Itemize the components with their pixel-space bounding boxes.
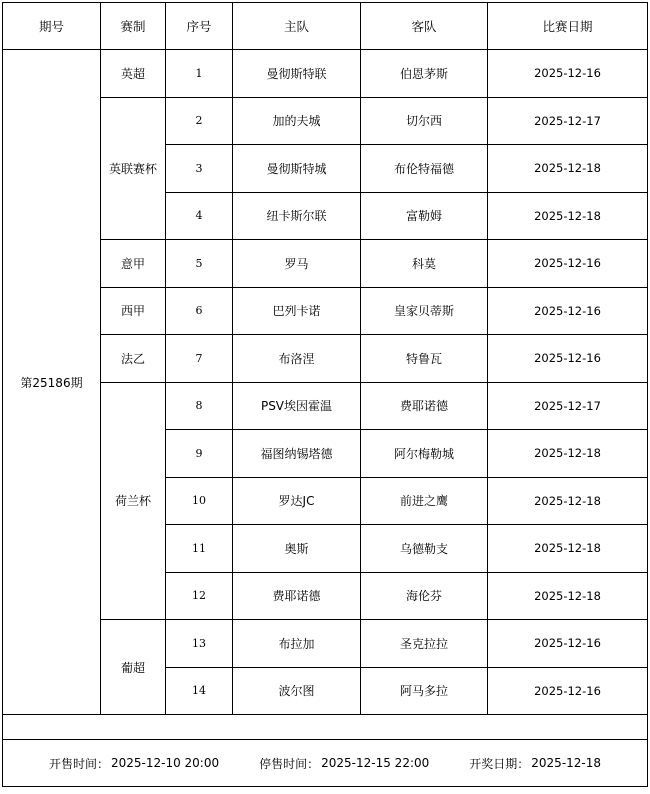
match-date-cell: 2025-12-17 (488, 97, 648, 145)
competition-cell: 葡超 (101, 620, 166, 715)
competition-cell: 意甲 (101, 240, 166, 288)
home-team-cell: 罗达JC (233, 477, 361, 525)
draw-date (469, 755, 601, 772)
seq-cell: 3 (166, 145, 233, 193)
match-date-cell: 2025-12-17 (488, 382, 648, 430)
match-date-cell: 2025-12-16 (488, 667, 648, 715)
away-team-cell: 费耶诺德 (361, 382, 488, 430)
match-date-cell: 2025-12-18 (488, 145, 648, 193)
header-competition: 赛制 (101, 3, 166, 50)
table-row (3, 50, 648, 98)
away-team-cell: 切尔西 (361, 97, 488, 145)
home-team-cell: 曼彻斯特城 (233, 145, 361, 193)
away-team-cell: 海伦芬 (361, 572, 488, 620)
match-date-cell: 2025-12-18 (488, 477, 648, 525)
header-away: 客队 (361, 3, 488, 50)
home-team-cell: PSV埃因霍温 (233, 382, 361, 430)
match-date-cell: 2025-12-16 (488, 240, 648, 288)
match-date-cell: 2025-12-18 (488, 572, 648, 620)
away-team-cell: 皇家贝蒂斯 (361, 287, 488, 335)
footer-info (3, 755, 647, 772)
draw-value: 2025-12-18 (531, 756, 602, 770)
spacer-cell (3, 715, 648, 740)
seq-cell: 4 (166, 192, 233, 240)
away-team-cell: 阿尔梅勒城 (361, 430, 488, 478)
seq-cell: 8 (166, 382, 233, 430)
match-date-cell: 2025-12-18 (488, 192, 648, 240)
home-team-cell: 奥斯 (233, 525, 361, 573)
away-team-cell: 乌德勒支 (361, 525, 488, 573)
home-team-cell: 布洛涅 (233, 335, 361, 383)
home-team-cell: 波尔图 (233, 667, 361, 715)
competition-cell: 英联赛杯 (101, 97, 166, 240)
match-date-cell: 2025-12-16 (488, 335, 648, 383)
header-date: 比赛日期 (488, 3, 648, 50)
header-seq: 序号 (166, 3, 233, 50)
header-period: 期号 (3, 3, 101, 50)
home-team-cell: 加的夫城 (233, 97, 361, 145)
match-date-cell: 2025-12-16 (488, 50, 648, 98)
sale-open-label: 开售时间： (48, 756, 109, 771)
match-date-cell: 2025-12-16 (488, 287, 648, 335)
home-team-cell: 福图纳锡塔德 (233, 430, 361, 478)
away-team-cell: 富勒姆 (361, 192, 488, 240)
seq-cell: 5 (166, 240, 233, 288)
seq-cell: 14 (166, 667, 233, 715)
seq-cell: 12 (166, 572, 233, 620)
sale-close-value: 2025-12-15 22:00 (321, 756, 430, 770)
spacer-row (3, 715, 648, 740)
home-team-cell: 费耶诺德 (233, 572, 361, 620)
sale-open-value: 2025-12-10 20:00 (110, 756, 220, 770)
away-team-cell: 特鲁瓦 (361, 335, 488, 383)
home-team-cell: 巴列卡诺 (233, 287, 361, 335)
sale-close-label: 停售时间： (259, 756, 320, 771)
away-team-cell: 布伦特福德 (361, 145, 488, 193)
footer-cell (3, 740, 648, 787)
competition-cell: 英超 (101, 50, 166, 98)
header-home: 主队 (233, 3, 361, 50)
match-date-cell: 2025-12-18 (488, 430, 648, 478)
away-team-cell: 伯恩茅斯 (361, 50, 488, 98)
home-team-cell: 曼彻斯特联 (233, 50, 361, 98)
header-row (3, 3, 648, 50)
seq-cell: 1 (166, 50, 233, 98)
footer-row (3, 740, 648, 787)
draw-label: 开奖日期： (469, 756, 530, 771)
seq-cell: 2 (166, 97, 233, 145)
home-team-cell: 罗马 (233, 240, 361, 288)
seq-cell: 11 (166, 525, 233, 573)
competition-cell: 荷兰杯 (101, 382, 166, 620)
competition-cell: 法乙 (101, 335, 166, 383)
match-date-cell: 2025-12-16 (488, 620, 648, 668)
away-team-cell: 圣克拉拉 (361, 620, 488, 668)
seq-cell: 6 (166, 287, 233, 335)
seq-cell: 10 (166, 477, 233, 525)
away-team-cell: 阿马多拉 (361, 667, 488, 715)
period-cell: 第25186期 (3, 50, 101, 715)
seq-cell: 13 (166, 620, 233, 668)
home-team-cell: 纽卡斯尔联 (233, 192, 361, 240)
home-team-cell: 布拉加 (233, 620, 361, 668)
match-rows (3, 50, 648, 715)
away-team-cell: 前进之鹰 (361, 477, 488, 525)
sale-open-time (49, 755, 219, 772)
competition-cell: 西甲 (101, 287, 166, 335)
seq-cell: 9 (166, 430, 233, 478)
seq-cell: 7 (166, 335, 233, 383)
match-date-cell: 2025-12-18 (488, 525, 648, 573)
away-team-cell: 科莫 (361, 240, 488, 288)
sale-close-time (259, 755, 429, 772)
match-table (2, 2, 648, 787)
